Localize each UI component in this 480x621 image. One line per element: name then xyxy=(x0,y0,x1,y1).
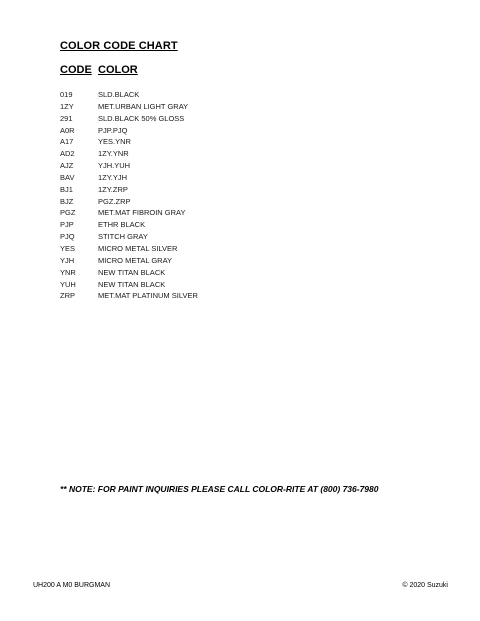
color-column-header: COLOR xyxy=(98,64,138,76)
code-cell: BJZ xyxy=(60,196,74,206)
table-row xyxy=(60,196,360,208)
table-row xyxy=(60,267,360,279)
table-row xyxy=(60,136,360,148)
color-cell: MICRO METAL GRAY xyxy=(98,255,173,265)
color-cell: ETHR BLACK xyxy=(98,220,146,230)
table-row xyxy=(60,184,360,196)
code-cell: A17 xyxy=(60,137,74,147)
color-cell: SLD.BLACK 50% GLOSS xyxy=(98,113,185,123)
table-row xyxy=(60,207,360,219)
code-cell: A0R xyxy=(60,125,75,135)
color-code-table xyxy=(60,89,360,302)
table-row xyxy=(60,255,360,267)
code-cell: PGZ xyxy=(60,208,76,218)
table-row xyxy=(60,148,360,160)
color-cell: MICRO METAL SILVER xyxy=(98,243,178,253)
paint-inquiry-note: ** NOTE: FOR PAINT INQUIRIES PLEASE CALL COLOR-RITE AT (800) 736-7980 xyxy=(60,484,379,494)
table-row xyxy=(60,172,360,184)
code-cell: YJH xyxy=(60,255,75,265)
page-title: COLOR CODE CHART xyxy=(60,40,178,52)
color-cell: NEW TITAN BLACK xyxy=(98,267,166,277)
code-cell: 019 xyxy=(60,90,73,99)
table-row xyxy=(60,89,360,101)
color-cell: PJP.PJQ xyxy=(98,125,128,135)
color-cell: MET.URBAN LIGHT GRAY xyxy=(98,101,189,111)
color-cell: STITCH GRAY xyxy=(98,232,148,242)
code-cell: YUH xyxy=(60,279,76,289)
color-cell: 1ZY.YNR xyxy=(98,149,129,159)
table-row xyxy=(60,125,360,137)
code-cell: ZRP xyxy=(60,291,75,301)
code-cell: BAV xyxy=(60,172,75,182)
code-cell: 291 xyxy=(60,113,73,123)
color-cell: NEW TITAN BLACK xyxy=(98,279,166,289)
color-cell: MET.MAT PLATINUM SILVER xyxy=(98,291,198,301)
code-cell: YES xyxy=(60,243,76,253)
color-cell: 1ZY.ZRP xyxy=(98,184,128,194)
code-column-header: CODE xyxy=(60,64,92,76)
footer-model-label: UH200 A M0 BURGMAN xyxy=(33,582,111,589)
code-cell: PJP xyxy=(60,220,74,230)
code-cell: PJQ xyxy=(60,232,75,242)
footer-copyright: © 2020 Suzuki xyxy=(402,582,448,589)
color-cell: PGZ.ZRP xyxy=(98,196,131,206)
color-cell: SLD.BLACK xyxy=(98,90,140,99)
table-row xyxy=(60,231,360,243)
code-cell: BJ1 xyxy=(60,184,73,194)
table-row xyxy=(60,243,360,255)
code-cell: AD2 xyxy=(60,149,75,159)
table-row xyxy=(60,101,360,113)
color-cell: 1ZY.YJH xyxy=(98,172,128,182)
table-row xyxy=(60,290,360,302)
color-cell: YJH.YUH xyxy=(98,161,131,171)
table-row xyxy=(60,160,360,172)
table-row xyxy=(60,219,360,231)
table-row xyxy=(60,113,360,125)
color-cell: MET.MAT FIBROIN GRAY xyxy=(98,208,186,218)
table-row xyxy=(60,279,360,291)
code-cell: AJZ xyxy=(60,161,74,171)
color-cell: YES.YNR xyxy=(98,137,131,147)
code-cell: 1ZY xyxy=(60,101,74,111)
code-cell: YNR xyxy=(60,267,76,277)
